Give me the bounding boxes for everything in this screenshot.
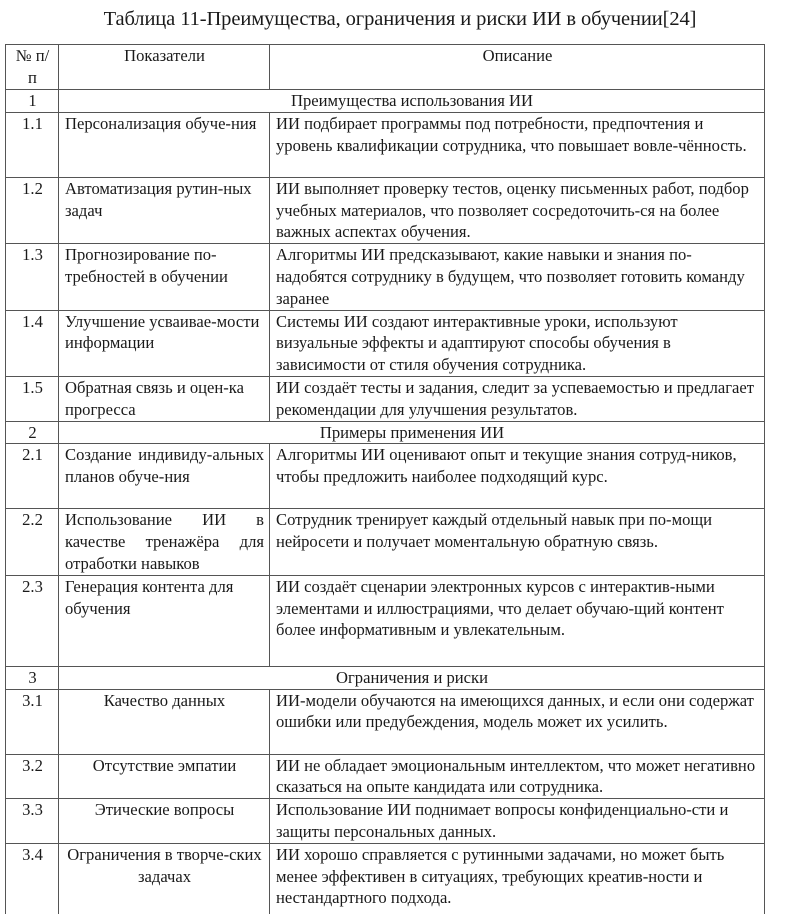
row-description: ИИ-модели обучаются на имеющихся данных, и если они содержат ошибки или предубеждения, модель может их усилить. — [270, 689, 765, 754]
table-caption: Таблица 11-Преимущества, ограничения и риски ИИ в обучении[24] — [103, 8, 697, 30]
row-indicator: Автоматизация рутин-ных задач — [59, 177, 270, 243]
row-indicator: Использование ИИ в качестве тренажёра для отработки навыков — [59, 509, 270, 575]
header-indicator: Показатели — [59, 45, 270, 90]
row-description: ИИ хорошо справляется с рутинными задачами, но может быть менее эффективен в ситуациях, требующих креатив-ности и нестандартного подхода. — [270, 843, 765, 914]
section-num: 2 — [6, 421, 59, 444]
table-row — [6, 177, 765, 243]
row-num: 3.1 — [6, 689, 59, 754]
row-description: Системы ИИ создают интерактивные уроки, используют визуальные эффекты и адаптируют способы обучения в зависимости от стиля обучения сотрудника. — [270, 310, 765, 376]
row-indicator: Обратная связь и оцен-ка прогресса — [59, 376, 270, 421]
table-row — [6, 244, 765, 310]
row-num: 1.2 — [6, 177, 59, 243]
row-description: ИИ не обладает эмоциональным интеллектом, что может негативно сказаться на опыте кандидата или сотрудника. — [270, 754, 765, 799]
section-row — [6, 666, 765, 689]
data-table — [5, 44, 765, 914]
row-description: ИИ создаёт сценарии электронных курсов с интерактив-ными элементами и иллюстрациями, что делает обучаю-щий контент более информативным и увлекательным. — [270, 575, 765, 666]
section-row — [6, 90, 765, 113]
row-indicator: Создание индивиду-альных планов обуче-ния — [59, 444, 270, 509]
row-num: 1.3 — [6, 244, 59, 310]
row-description: ИИ создаёт тесты и задания, следит за успеваемостью и предлагает рекомендации для улучшения результатов. — [270, 376, 765, 421]
row-num: 3.4 — [6, 843, 59, 914]
header-description: Описание — [270, 45, 765, 90]
table-row — [6, 799, 765, 844]
table-row — [6, 575, 765, 666]
row-indicator: Этические вопросы — [59, 799, 270, 844]
row-description: Использование ИИ поднимает вопросы конфиденциально-сти и защиты персональных данных. — [270, 799, 765, 844]
row-num: 1.1 — [6, 112, 59, 177]
table-row — [6, 376, 765, 421]
table-row — [6, 754, 765, 799]
section-row — [6, 421, 765, 444]
row-num: 1.4 — [6, 310, 59, 376]
row-num: 3.3 — [6, 799, 59, 844]
table-row — [6, 843, 765, 914]
row-indicator: Генерация контента для обучения — [59, 575, 270, 666]
table-row — [6, 310, 765, 376]
table-row — [6, 689, 765, 754]
table-row — [6, 444, 765, 509]
table-row — [6, 509, 765, 575]
header-row — [6, 45, 765, 90]
row-num: 1.5 — [6, 376, 59, 421]
header-num: № п/п — [6, 45, 59, 90]
section-num: 3 — [6, 666, 59, 689]
row-indicator: Ограничения в творче-ских задачах — [59, 843, 270, 914]
table-row — [6, 112, 765, 177]
row-description: Алгоритмы ИИ предсказывают, какие навыки и знания по-надобятся сотруднику в будущем, что позволяет готовить команду заранее — [270, 244, 765, 310]
row-num: 2.1 — [6, 444, 59, 509]
section-title: Ограничения и риски — [59, 666, 765, 689]
row-num: 2.2 — [6, 509, 59, 575]
row-description: Алгоритмы ИИ оценивают опыт и текущие знания сотруд-ников, чтобы предложить наиболее подходящий курс. — [270, 444, 765, 509]
row-description: Сотрудник тренирует каждый отдельный навык при по-мощи нейросети и получает моментальную обратную связь. — [270, 509, 765, 575]
row-num: 2.3 — [6, 575, 59, 666]
section-title: Преимущества использования ИИ — [59, 90, 765, 113]
row-description: ИИ выполняет проверку тестов, оценку письменных работ, подбор учебных материалов, что позволяет сосредоточить-ся на более важных аспектах обучения. — [270, 177, 765, 243]
row-indicator: Улучшение усваивае-мости информации — [59, 310, 270, 376]
row-indicator: Отсутствие эмпатии — [59, 754, 270, 799]
row-num: 3.2 — [6, 754, 59, 799]
section-num: 1 — [6, 90, 59, 113]
row-indicator: Прогнозирование по-требностей в обучении — [59, 244, 270, 310]
row-description: ИИ подбирает программы под потребности, предпочтения и уровень квалификации сотрудника, что повышает вовле-чённость. — [270, 112, 765, 177]
section-title: Примеры применения ИИ — [59, 421, 765, 444]
row-indicator: Качество данных — [59, 689, 270, 754]
row-indicator: Персонализация обуче-ния — [59, 112, 270, 177]
